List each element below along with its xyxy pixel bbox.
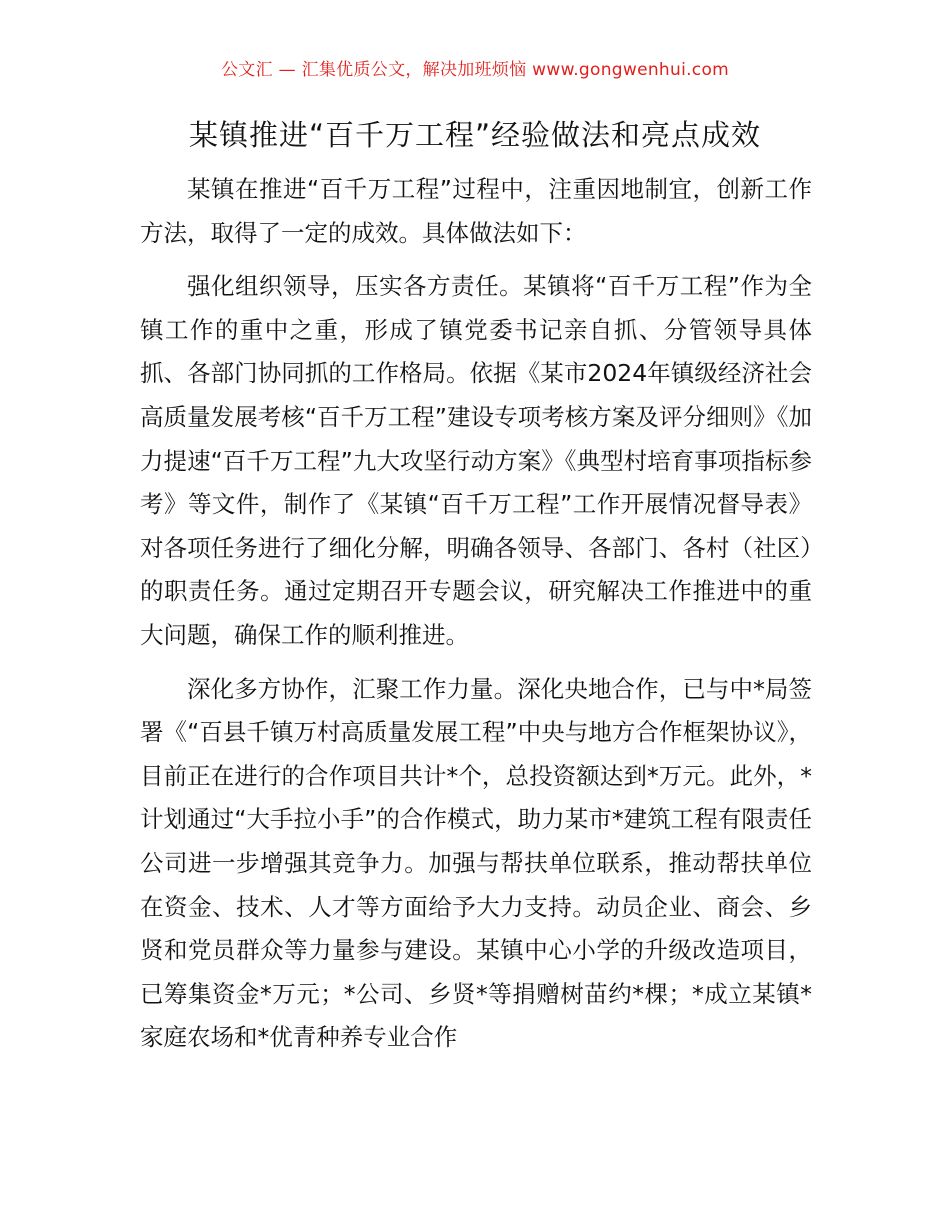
paragraph-organization: 强化组织领导，压实各方责任。某镇将“百千万工程”作为全镇工作的重中之重，形成了镇党委书记亲自抓、分管领导具体抓、各部门协同抓的工作格局。依据《某市2024年镇级经济社会高质量发展考核“百千万工程”建设专项考核方案及评分细则》《加力提速“百千万工程”九大攻坚行动方案》《典型村培育事项指标参考》等文件，制作了《某镇“百千万工程”工作开展情况督导表》对各项任务进行了细化分解，明确各领导、各部门、各村（社区）的职责任务。通过定期召开专题会议，研究解决工作推进中的重大问题，确保工作的顺利推进。 [140, 272, 812, 649]
paragraph-collaboration: 深化多方协作，汇聚工作力量。深化央地合作，已与中*局签署《“百县千镇万村高质量发展工程”中央与地方合作框架协议》，目前正在进行的合作项目共计*个，总投资额达到*万元。此外，*计划通过“大手拉小手”的合作模式，助力某市*建筑工程有限责任公司进一步增强其竞争力。加强与帮扶单位联系，推动帮扶单位在资金、技术、人才等方面给予大力支持。动员企业、商会、乡贤和党员群众等力量参与建设。某镇中心小学的升级改造项目，已筹集资金*万元；*公司、乡贤*等捐赠树苗约*棵；*成立某镇*家庭农场和*优青种养专业合作 [140, 674, 812, 1052]
document-title: 某镇推进“百千万工程”经验做法和亮点成效 [188, 118, 762, 152]
document-body [140, 168, 812, 1070]
paragraph-intro: 某镇在推进“百千万工程”过程中，注重因地制宜，创新工作方法，取得了一定的成效。具体做法如下： [140, 175, 812, 247]
site-banner: 公文汇 — 汇集优质公文，解决加班烦恼 www.gongwenhui.com [220, 60, 730, 80]
